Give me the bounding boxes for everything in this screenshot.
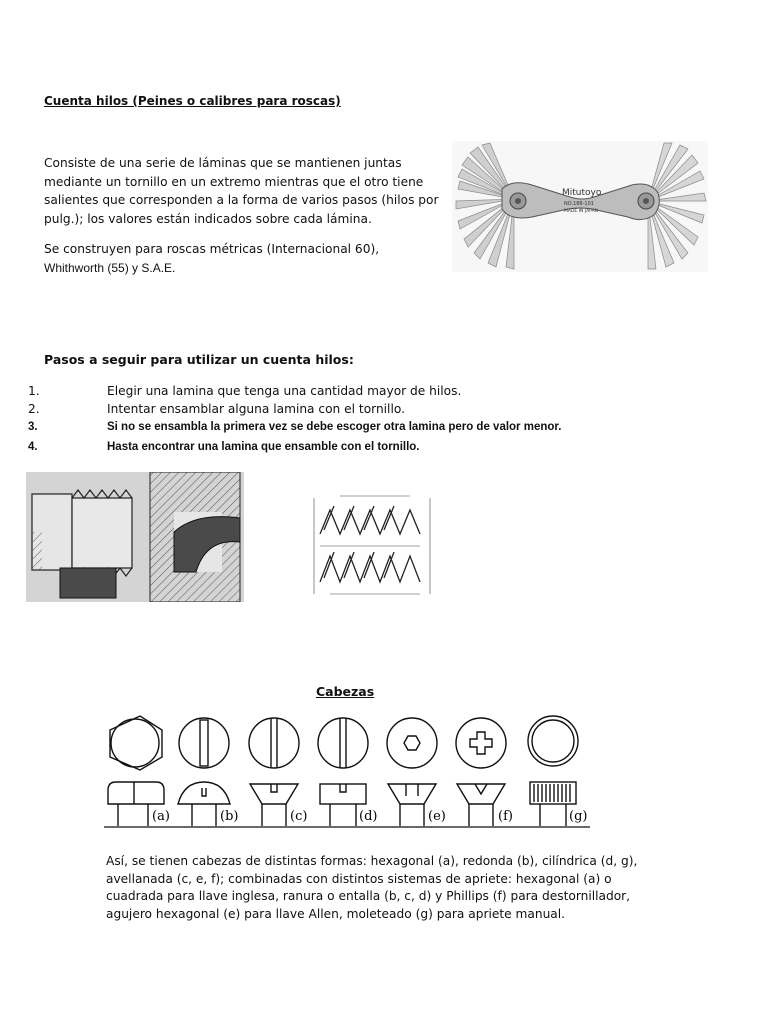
standards-paragraph [44,240,444,277]
head-a-top [110,716,162,770]
step-text: Elegir una lamina que tenga una cantidad mayor de hilos. [107,384,462,398]
thread-profile-diagram [300,490,438,602]
gauge-brand: Mitutoyo [562,188,602,198]
head-label-d: (d) [359,809,378,824]
section-title-cuenta-hilos: Cuenta hilos (Peines o calibres para roscas) [44,94,341,108]
standards-line-2: Whithworth (55) y S.A.E. [44,260,176,275]
thread-gauge-photo [452,141,708,272]
screw-heads-diagram [100,712,594,832]
head-b-top [179,718,229,768]
head-d-top [318,718,368,768]
gauge-origin: MADE IN JAPAN [564,209,599,214]
step-number: 4. [28,441,38,453]
heads-description-paragraph: Así, se tienen cabezas de distintas formas: hexagonal (a), redonda (b), cilíndrica (d, g), avellanada (c, e, f); combinadas con distintos sistemas de apriete: hexagonal (a) o cuadrada para llave inglesa, ranura o entalla (b, c, d) y Phillips (f) para destornillador, agujero hexagonal (e) para llave Allen, moleteado (g) para apriete manual. [106,854,638,921]
head-c-top [249,718,299,768]
head-label-a: (a) [152,809,170,824]
head-f-top [456,718,506,768]
gauge-model: NO.188-101 [564,201,594,207]
screw-thread-illustration [26,472,244,602]
head-label-c: (c) [290,809,308,824]
head-label-b: (b) [220,809,239,824]
step-number: 1. [28,384,40,398]
head-label-e: (e) [428,809,446,824]
step-number: 3. [28,421,38,433]
steps-title: Pasos a seguir para utilizar un cuenta hilos: [44,352,354,367]
step-text: Si no se ensambla la primera vez se debe escoger otra lamina pero de valor menor. [107,421,562,433]
cabezas-title: Cabezas [316,684,375,699]
head-label-f: (f) [498,809,513,824]
head-e-top [387,718,437,768]
description-paragraph: Consiste de una serie de láminas que se mantienen juntas mediante un tornillo en un extremo mientras que el otro tiene salientes que corresponden a la forma de varios pasos (hilos por pulg.); los valores están indicados sobre cada lámina. [44,156,439,226]
head-g-top [528,716,578,766]
standards-line-1: Se construyen para roscas métricas (Internacional 60), [44,242,380,256]
head-label-g: (g) [569,809,588,824]
step-text: Intentar ensamblar alguna lamina con el tornillo. [107,402,405,416]
step-text: Hasta encontrar una lamina que ensamble con el tornillo. [107,441,420,453]
step-number: 2. [28,402,40,416]
